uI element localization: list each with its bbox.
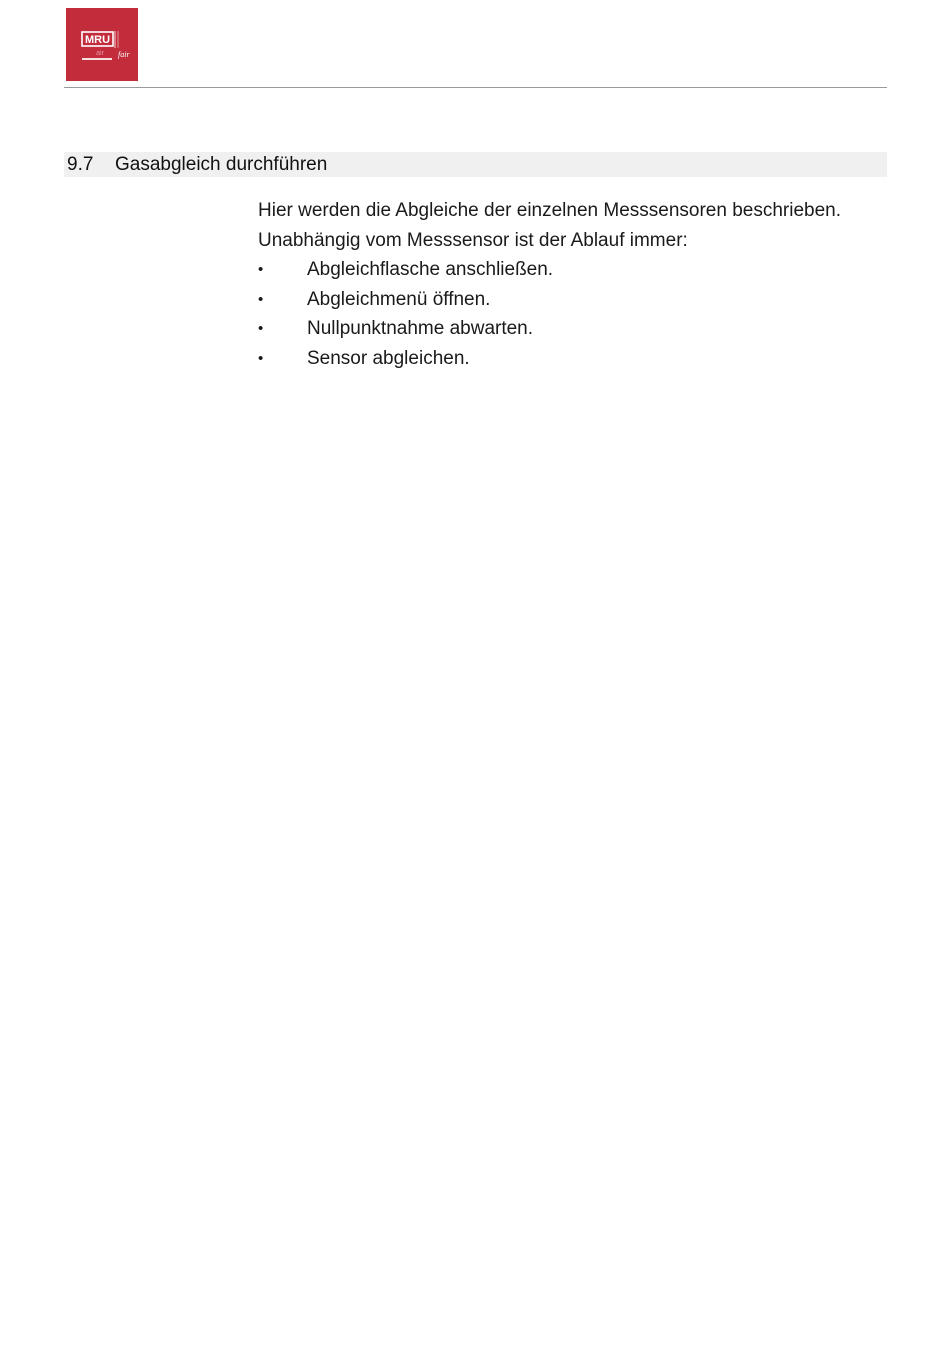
step-text: Abgleichflasche anschließen. [307, 259, 554, 280]
section-title: Gasabgleich durchführen [115, 154, 328, 175]
list-item [258, 314, 878, 344]
step-text: Abgleichmenü öffnen. [307, 288, 491, 310]
section-body [258, 196, 878, 373]
list-item [258, 285, 878, 315]
step-text: Sensor abgleichen. [307, 347, 470, 369]
section-heading-bar [64, 152, 887, 177]
step-list [258, 255, 878, 373]
header-divider [64, 87, 887, 88]
section-number: 9.7 [67, 154, 94, 175]
bullet-icon: • [258, 261, 264, 278]
mru-logo [66, 8, 138, 81]
bullet-icon: • [258, 290, 264, 308]
bullet-icon: • [258, 349, 264, 367]
svg-text:fair: fair [118, 50, 130, 59]
list-item [258, 344, 878, 374]
svg-text:air: air [96, 50, 104, 57]
step-text: Nullpunktnahme abwarten. [307, 318, 534, 339]
bullet-icon: • [258, 320, 264, 337]
svg-text:MRU: MRU [84, 34, 111, 46]
list-item [258, 255, 878, 285]
intro-paragraph: Hier werden die Abgleiche der einzelnen Messsensoren beschrieben. [258, 200, 842, 221]
process-paragraph: Unabhängig vom Messsensor ist der Ablauf immer: [258, 229, 688, 251]
